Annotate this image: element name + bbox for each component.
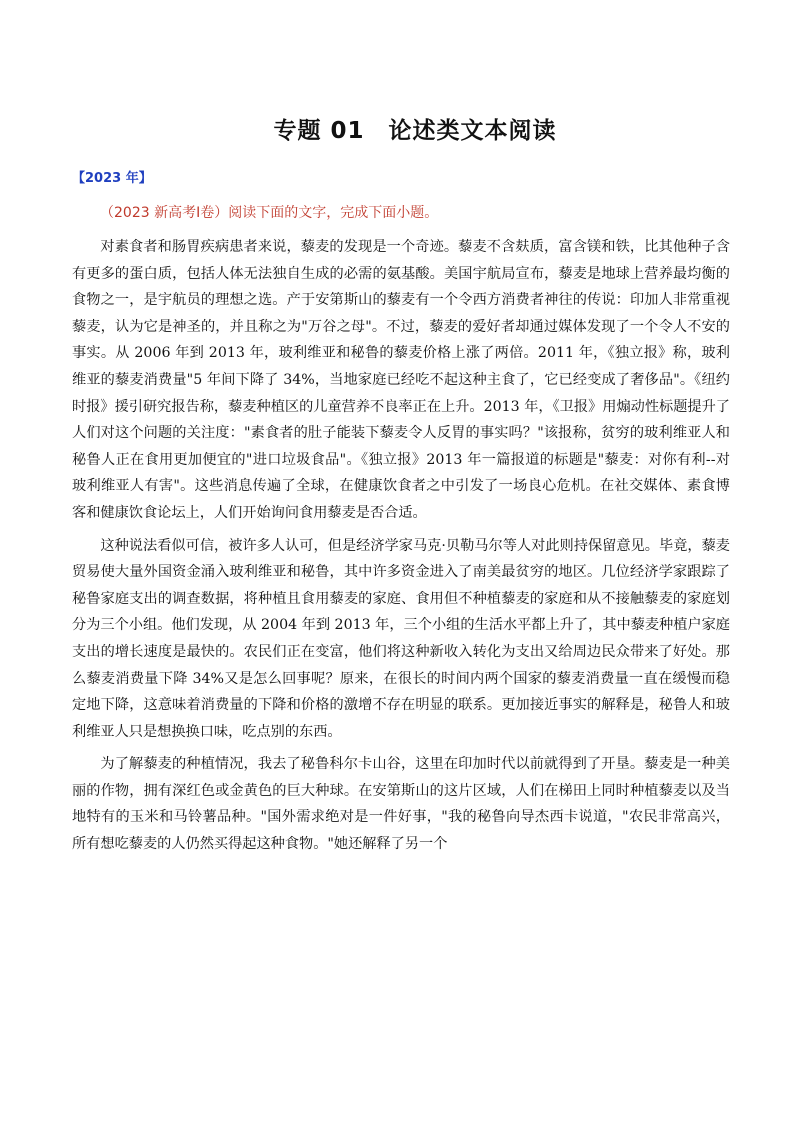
document-title: 专题 01 论述类文本阅读 [273, 118, 557, 144]
passage-paragraph-3: 为了解藜麦的种植情况，我去了秘鲁科尔卡山谷，这里在印加时代以前就得到了开垦。藜麦是一种美丽的作物，拥有深红色或金黄色的巨大种球。在安第斯山的这片区域，人们在梯田上同时种植藜麦以及当地特有的玉米和马铃薯品种。"国外需求绝对是一件好事，"我的秘鲁向导杰西卡说道，"农民非常高兴，所有想吃藜麦的人仍然买得起这种食物。"她还解释了另一个 [72, 756, 730, 853]
passage-paragraph-2: 这种说法看似可信，被许多人认可，但是经济学家马克·贝勒马尔等人对此则持保留意见。毕竟，藜麦贸易使大量外国资金涌入玻利维亚和秘鲁，其中许多资金进入了南美最贫穷的地区。几位经济学家跟踪了秘鲁家庭支出的调查数据，将种植且食用藜麦的家庭、食用但不种植藜麦的家庭和从不接触藜麦的家庭划分为三个小组。他们发现，从 2004 年到 2013 年，三个小组的生活水平都上升了，其中藜麦种植户家庭支出的增长速度是最快的。农民们正在变富，他们将这种新收入转化为支出又给周边民众带来了好处。那么藜麦消费量下降 34%又是怎么回事呢？原来，在很长的时间内两个国家的藜麦消费量一直在缓慢而稳定地下降，这意味着消费量的下降和价格的激增不存在明显的联系。更加接近事实的解释是，秘鲁人和玻利维亚人只是想换换口味，吃点别的东西。 [72, 537, 730, 740]
passage-paragraph-1: 对素食者和肠胃疾病患者来说，藜麦的发现是一个奇迹。藜麦不含麸质，富含镁和铁，比其他种子含有更多的蛋白质，包括人体无法独自生成的必需的氨基酸。美国宇航局宣布，藜麦是地球上营养最均衡的食物之一，是宇航员的理想之选。产于安第斯山的藜麦有一个令西方消费者神往的传说：印加人非常重视藜麦，认为它是神圣的，并且称之为"万谷之母"。不过，藜麦的爱好者却通过媒体发现了一个令人不安的事实。从 2006 年到 2013 年，玻利维亚和秘鲁的藜麦价格上涨了两倍。2011 年，《独立报》称，玻利维亚的藜麦消费量"5 年间下降了 34%，当地家庭已经吃不起这种主食了，它已经变成了奢侈品"。《纽约时报》援引研究报告称，藜麦种植区的儿童营养不良率正在上升。2013 年，《卫报》用煽动性标题提升了人们对这个问题的关注度："素食者的肚子能装下藜麦令人反胃的事实吗？"该报称，贫穷的玻利维亚人和秘鲁人正在食用更加便宜的"进口垃圾食品"。《独立报》2013 年一篇报道的标题是"藜麦：对你有利--对玻利维亚人有害"。这些消息传遍了全球，在健康饮食者之中引发了一场良心危机。在社交媒体、素食博客和健康饮食论坛上，人们开始询问食用藜麦是否合适。 [72, 239, 730, 521]
question-intro: （2023 新高考Ⅰ卷）阅读下面的文字，完成下面小题。 [100, 205, 439, 221]
passage-body [72, 234, 730, 858]
year-tag: 【2023 年】 [72, 171, 152, 186]
